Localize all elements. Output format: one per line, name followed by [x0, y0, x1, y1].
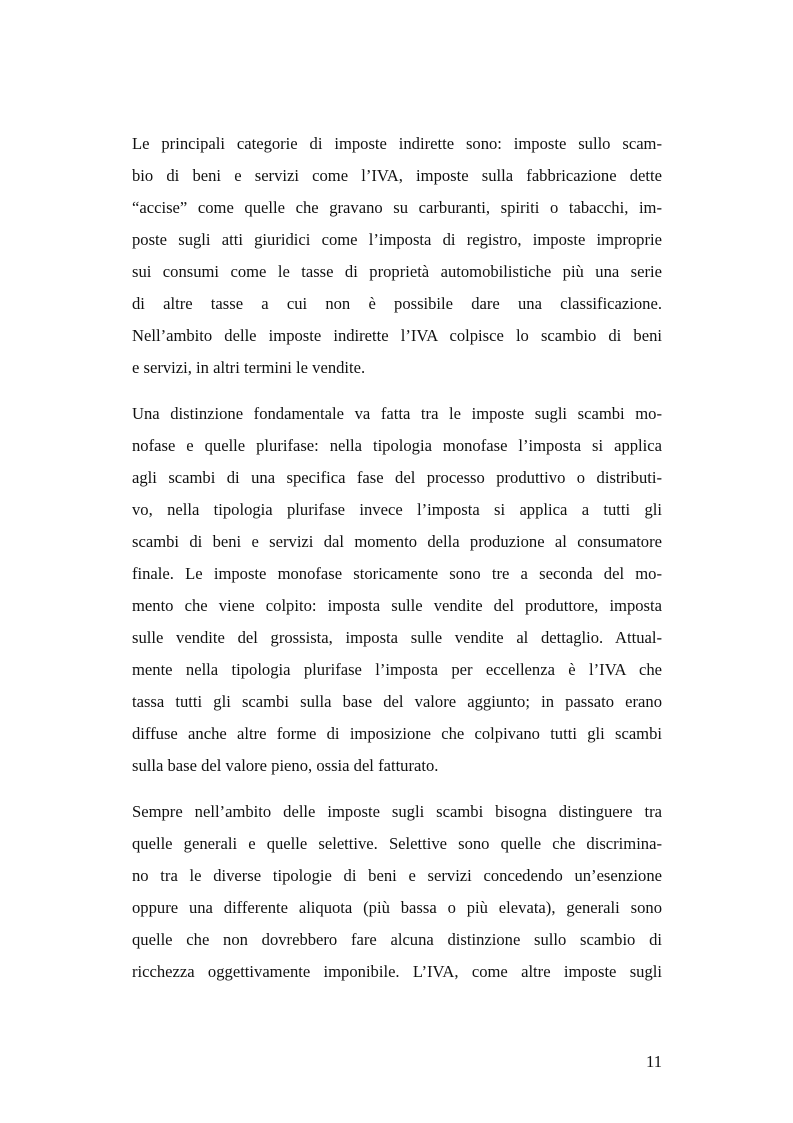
text-line: Nell’ambito delle imposte indirette l’IVA colpisce lo scambio di beni: [132, 326, 662, 345]
text-line: di altre tasse a cui non è possibile dare una classificazione.: [132, 294, 662, 313]
text-line: quelle generali e quelle selettive. Selettive sono quelle che discrimina-: [132, 834, 662, 853]
page-body: [132, 128, 662, 1002]
text-line: sui consumi come le tasse di proprietà automobilistiche più una serie: [132, 262, 662, 281]
text-line: e servizi, in altri termini le vendite.: [132, 358, 366, 377]
text-line: vo, nella tipologia plurifase invece l’imposta si applica a tutti gli: [132, 500, 662, 519]
text-line: oppure una differente aliquota (più bassa o più elevata), generali sono: [132, 898, 662, 917]
text-line: diffuse anche altre forme di imposizione che colpivano tutti gli scambi: [132, 724, 662, 743]
paragraph-2: [132, 398, 662, 782]
text-line: bio di beni e servizi come l’IVA, imposte sulla fabbricazione dette: [132, 166, 662, 185]
text-line: poste sugli atti giuridici come l’imposta di registro, imposte improprie: [132, 230, 662, 249]
text-line: no tra le diverse tipologie di beni e servizi concedendo un’esenzione: [132, 866, 662, 885]
text-line: tassa tutti gli scambi sulla base del valore aggiunto; in passato erano: [132, 692, 662, 711]
text-line: mento che viene colpito: imposta sulle vendite del produttore, imposta: [132, 596, 662, 615]
text-line: finale. Le imposte monofase storicamente sono tre a seconda del mo-: [132, 564, 662, 583]
text-line: nofase e quelle plurifase: nella tipologia monofase l’imposta si applica: [132, 436, 662, 455]
text-line: Sempre nell’ambito delle imposte sugli scambi bisogna distinguere tra: [132, 802, 662, 821]
text-line: scambi di beni e servizi dal momento della produzione al consumatore: [132, 532, 662, 551]
text-line: sulla base del valore pieno, ossia del fatturato.: [132, 756, 439, 775]
text-line: Una distinzione fondamentale va fatta tra le imposte sugli scambi mo-: [132, 404, 662, 423]
text-line: Le principali categorie di imposte indirette sono: imposte sullo scam-: [132, 134, 662, 153]
text-line: “accise” come quelle che gravano su carburanti, spiriti o tabacchi, im-: [132, 198, 662, 217]
text-line: quelle che non dovrebbero fare alcuna distinzione sullo scambio di: [132, 930, 662, 949]
text-line: mente nella tipologia plurifase l’imposta per eccellenza è l’IVA che: [132, 660, 662, 679]
paragraph-3: [132, 796, 662, 988]
paragraph-1: [132, 128, 662, 384]
page-number: 11: [646, 1052, 662, 1071]
text-line: ricchezza oggettivamente imponibile. L’IVA, come altre imposte sugli: [132, 962, 662, 981]
text-line: agli scambi di una specifica fase del processo produttivo o distributi-: [132, 468, 662, 487]
text-line: sulle vendite del grossista, imposta sulle vendite al dettaglio. Attual-: [132, 628, 662, 647]
